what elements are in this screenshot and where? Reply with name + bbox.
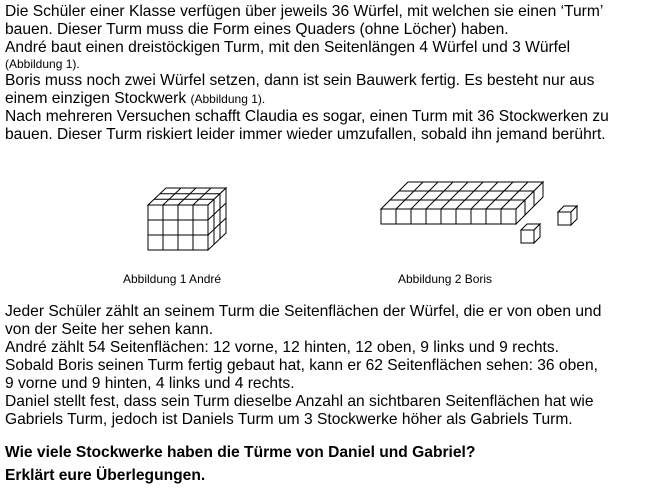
loose-cube-1-front	[558, 212, 571, 225]
question-1: Wie viele Stockwerke haben die Türme von Daniel und Gabriel?	[5, 444, 476, 461]
figure-1-caption: Abbildung 1 André	[123, 272, 222, 286]
intro-line-1: Die Schüler einer Klasse verfügen über jeweils 36 Würfel, mit welchen sie einen ‘Turm’	[5, 3, 604, 20]
body-line-5: 9 vorne und 9 hinten, 4 links und 4 rechts.	[5, 375, 295, 392]
body-line-1: Jeder Schüler zählt an seinem Turm die Seitenflächen der Würfel, die er von oben und	[5, 303, 602, 320]
body-line-2: von der Seite her sehen kann.	[5, 321, 214, 338]
boris-front-face	[381, 209, 516, 224]
intro-line-5	[5, 90, 660, 108]
intro-line-3-ref: (Abbildung 1).	[5, 57, 80, 71]
body-line-7: Gabriels Turm, jedoch ist Daniels Turm um 3 Stockwerke höher als Gabriels Turm.	[5, 411, 573, 428]
intro-line-2: bauen. Dieser Turm muss die Form eines Quaders (ohne Löcher) haben.	[5, 21, 509, 38]
intro-line-5-ref: (Abbildung 1).	[190, 92, 266, 106]
intro-line-6: Nach mehreren Versuchen schafft Claudia es sogar, einen Turm mit 36 Stockwerken zu	[5, 108, 609, 125]
question-block	[5, 441, 660, 487]
body-paragraph	[5, 303, 660, 429]
figure-2-boris-tower	[378, 172, 583, 247]
intro-line-4: Boris muss noch zwei Würfel setzen, dann ist sein Bauwerk fertig. Es besteht nur aus	[5, 72, 595, 89]
body-line-6: Daniel stellt fest, dass sein Turm dieselbe Anzahl an sichtbaren Seitenflächen hat wie	[5, 393, 594, 410]
boris-top-face	[381, 182, 543, 209]
intro-line-7: bauen. Dieser Turm riskiert leider immer wieder umzufallen, sobald ihn jemand berührt.	[5, 126, 606, 143]
loose-cube-2-front	[521, 230, 534, 243]
figure-2-caption: Abbildung 2 Boris	[398, 272, 493, 286]
question-2: Erklärt eure Überlegungen.	[5, 467, 206, 484]
body-line-4: Sobald Boris seinen Turm fertig gebaut hat, kann er 62 Seitenflächen sehen: 36 oben,	[5, 357, 598, 374]
figure-1-andre-tower	[140, 180, 260, 260]
intro-line-3: André baut einen dreistöckigen Turm, mit den Seitenlängen 4 Würfel und 3 Würfel	[5, 39, 571, 56]
intro-paragraph	[5, 3, 660, 144]
intro-line-5-text: einem einzigen Stockwerk	[5, 90, 187, 107]
body-line-3: André zählt 54 Seitenflächen: 12 vorne, 12 hinten, 12 oben, 9 links und 9 rechts.	[5, 339, 559, 356]
